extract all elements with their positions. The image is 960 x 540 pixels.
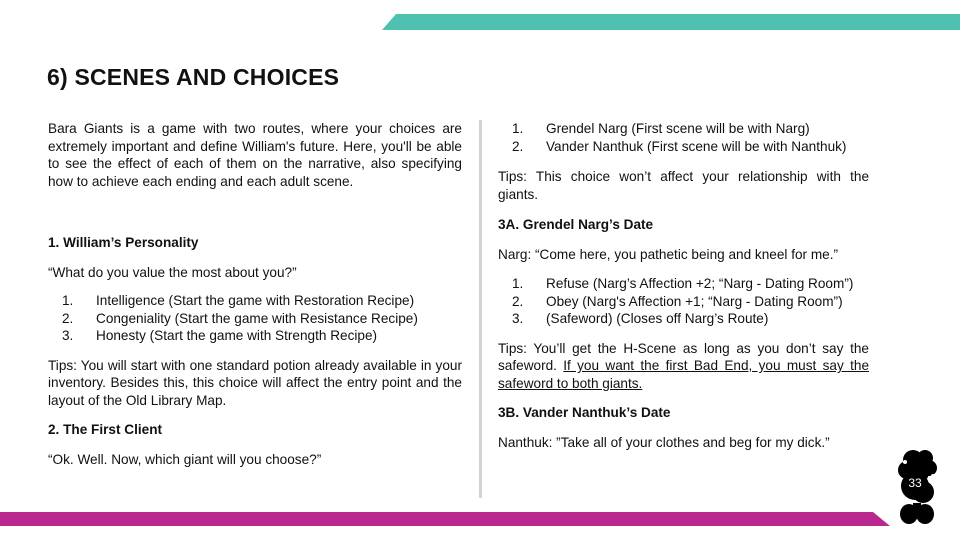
- first-client-question: “Ok. Well. Now, which giant will you choose?”: [48, 451, 322, 467]
- list-item: 2. Vander Nanthuk (First scene will be with Nanthuk): [512, 138, 847, 154]
- bottom-accent-bar: [0, 512, 890, 526]
- narg-tips-text: Tips: You’ll get the H-Scene as long as you don’t say the safeword.: [498, 340, 869, 373]
- narg-tips: [498, 340, 869, 393]
- list-item: 1. Grendel Narg (First scene will be with Narg): [512, 121, 810, 136]
- slide-title: 6) SCENES AND CHOICES: [47, 64, 340, 90]
- personality-tips: Tips: You will start with one standard potion already available in your inventory. Besides this, this choice will affect the entry point and the layout of the Old Library Map.: [48, 357, 462, 408]
- section-heading-personality: 1. William’s Personality: [48, 235, 199, 250]
- section-heading-first-client: 2. The First Client: [48, 422, 163, 437]
- bad-end-note: If you want the first Bad End, you must say the safeword to both giants.: [498, 358, 870, 391]
- nanthuk-quote: Nanthuk: ”Take all of your clothes and beg for my dick.”: [498, 434, 830, 450]
- list-item: 2. Congeniality (Start the game with Resistance Recipe): [62, 310, 418, 326]
- list-item: 1. Refuse (Narg’s Affection +2; “Narg - Dating Room”): [512, 276, 854, 291]
- left-column: [48, 120, 462, 468]
- list-item: 1. Intelligence (Start the game with Restoration Recipe): [62, 293, 415, 308]
- list-item: 2. Obey (Narg's Affection +1; “Narg - Dating Room”): [512, 293, 843, 309]
- narg-quote: Narg: “Come here, you pathetic being and kneel for me.”: [498, 246, 839, 262]
- first-client-choices: [498, 120, 869, 155]
- narg-choices: [498, 275, 869, 328]
- section-heading-nanthuk-date: 3B. Vander Nanthuk’s Date: [498, 405, 671, 420]
- list-item: 3. (Safeword) (Closes off Narg’s Route): [512, 311, 769, 326]
- right-column: [498, 120, 869, 451]
- page-number: 33: [908, 476, 922, 490]
- personality-question: “What do you value the most about you?”: [48, 264, 297, 280]
- top-accent-bar: [382, 14, 960, 30]
- column-divider: [479, 120, 482, 498]
- section-heading-narg-date: 3A. Grendel Narg’s Date: [498, 217, 654, 232]
- list-item: 3. Honesty (Start the game with Strength Recipe): [62, 328, 378, 343]
- first-client-tips: Tips: This choice won’t affect your relationship with the giants.: [498, 169, 869, 202]
- intro-paragraph: Bara Giants is a game with two routes, where your choices are extremely important and define William's future. Here, you'll be able to see the effect of each of them on the narrative, also specifying how to achieve each ending and each adult scene.: [48, 121, 462, 189]
- personality-choices: [48, 292, 462, 345]
